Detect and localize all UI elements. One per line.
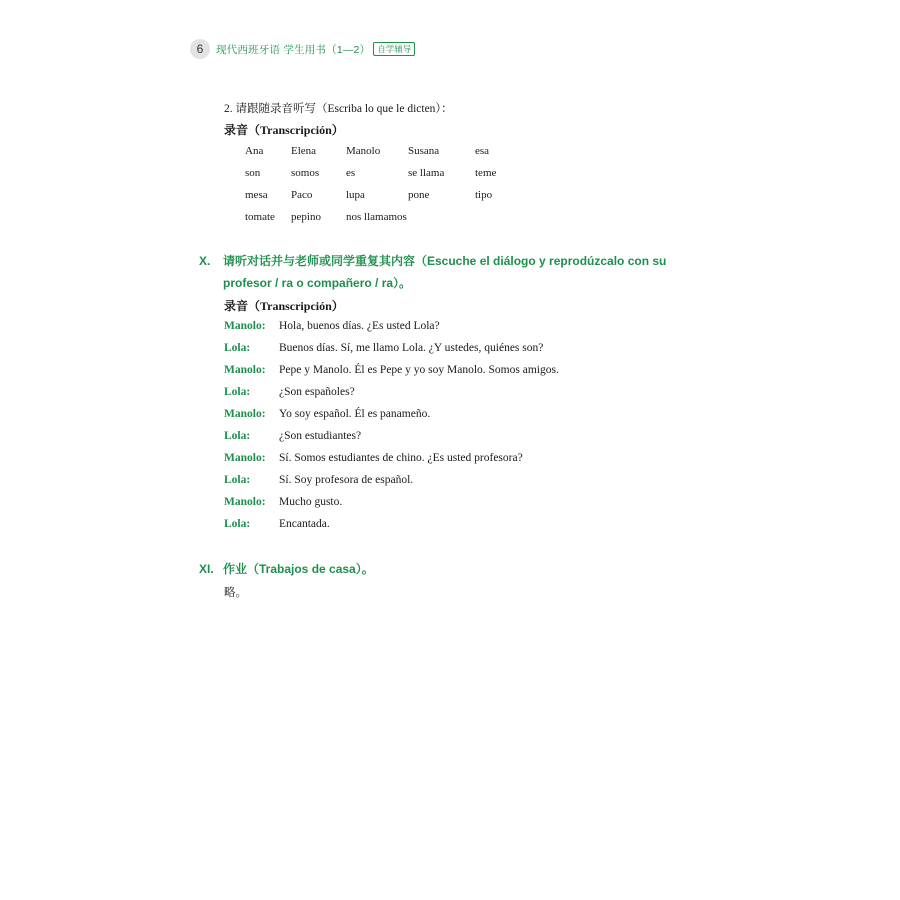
speaker-name: Lola: <box>224 430 251 442</box>
word-cell: es <box>346 167 356 179</box>
word-row <box>245 211 496 223</box>
dialogue-line <box>224 408 430 420</box>
word-cell: esa <box>475 145 490 157</box>
section-x-line2: profesor / ra o compañero / ra）。 <box>223 276 412 290</box>
word-cell: pone <box>408 189 430 201</box>
section-xi-number: XI. <box>199 562 214 576</box>
page-header <box>190 38 415 60</box>
word-cell: Paco <box>291 189 313 201</box>
word-cell: tomate <box>245 211 275 223</box>
dialogue-text: Buenos días. Sí, me llamo Lola. ¿Y ustedes, quiénes son? <box>279 342 544 354</box>
section-x-number: X. <box>199 254 211 268</box>
speaker-name: Manolo: <box>224 364 266 376</box>
dialogue-line <box>224 430 361 442</box>
book-title: 现代西班牙语 学生用书（1—2） <box>216 43 371 56</box>
dialogue-text: Sí. Somos estudiantes de chino. ¿Es usted profesora? <box>279 452 523 464</box>
dialogue-line <box>224 474 413 486</box>
section-xi-heading <box>199 558 499 580</box>
dialogue-line <box>224 342 543 354</box>
word-cell: son <box>245 167 261 179</box>
section-x-line1: 请听对话并与老师或同学重复其内容（Escuche el diálogo y reprodúzcalo con su <box>223 254 667 268</box>
dictation-transcription-label: 录音（Transcripción） <box>224 123 344 137</box>
speaker-name: Lola: <box>224 518 251 530</box>
word-row <box>245 189 515 201</box>
dictation-instruction: 2. 请跟随录音听写（Escriba lo que le dicten）： <box>224 103 453 115</box>
speaker-name: Manolo: <box>224 320 266 332</box>
dialogue-line <box>224 452 523 464</box>
word-cell: Susana <box>408 145 440 157</box>
speaker-name: Lola: <box>224 474 251 486</box>
word-cell: tipo <box>475 189 493 201</box>
dialogue-line <box>224 496 342 508</box>
dialogue-transcription-label: 录音（Transcripción） <box>224 299 344 313</box>
word-cell: somos <box>291 167 320 179</box>
dialogue-text: Yo soy español. Él es panameño. <box>279 408 431 420</box>
dialogue-text: Mucho gusto. <box>279 496 343 508</box>
dialogue-text: Hola, buenos días. ¿Es usted Lola? <box>279 320 440 332</box>
word-cell: Elena <box>291 145 317 157</box>
word-cell: nos llamamos <box>346 211 407 223</box>
dialogue-line <box>224 386 355 398</box>
word-cell: teme <box>475 167 497 179</box>
dialogue-text: Sí. Soy profesora de español. <box>279 474 414 486</box>
dialogue-line <box>224 364 559 376</box>
dialogue-text: Encantada. <box>279 518 330 530</box>
section-xi-line1: 作业（Trabajos de casa）。 <box>223 562 374 576</box>
section-xi-body: 略。 <box>224 587 247 599</box>
word-cell: Manolo <box>346 145 381 157</box>
word-row <box>245 167 515 179</box>
dialogue-text: ¿Son españoles? <box>279 386 355 398</box>
word-cell: pepino <box>291 211 321 223</box>
word-cell: lupa <box>346 189 365 201</box>
dialogue-text: Pepe y Manolo. Él es Pepe y yo soy Manolo. Somos amigos. <box>279 364 559 376</box>
dialogue-line <box>224 518 330 530</box>
speaker-name: Manolo: <box>224 408 266 420</box>
speaker-name: Lola: <box>224 386 251 398</box>
book-tag: 自学辅导 <box>373 42 415 56</box>
word-cell: mesa <box>245 189 268 201</box>
word-cell: se llama <box>408 167 445 179</box>
dialogue-line <box>224 320 440 332</box>
page-number: 6 <box>190 39 210 59</box>
speaker-name: Lola: <box>224 342 251 354</box>
speaker-name: Manolo: <box>224 452 266 464</box>
word-cell: Ana <box>245 145 264 157</box>
word-row <box>245 145 515 157</box>
speaker-name: Manolo: <box>224 496 266 508</box>
section-x-heading <box>199 250 719 294</box>
dialogue-text: ¿Son estudiantes? <box>279 430 362 442</box>
